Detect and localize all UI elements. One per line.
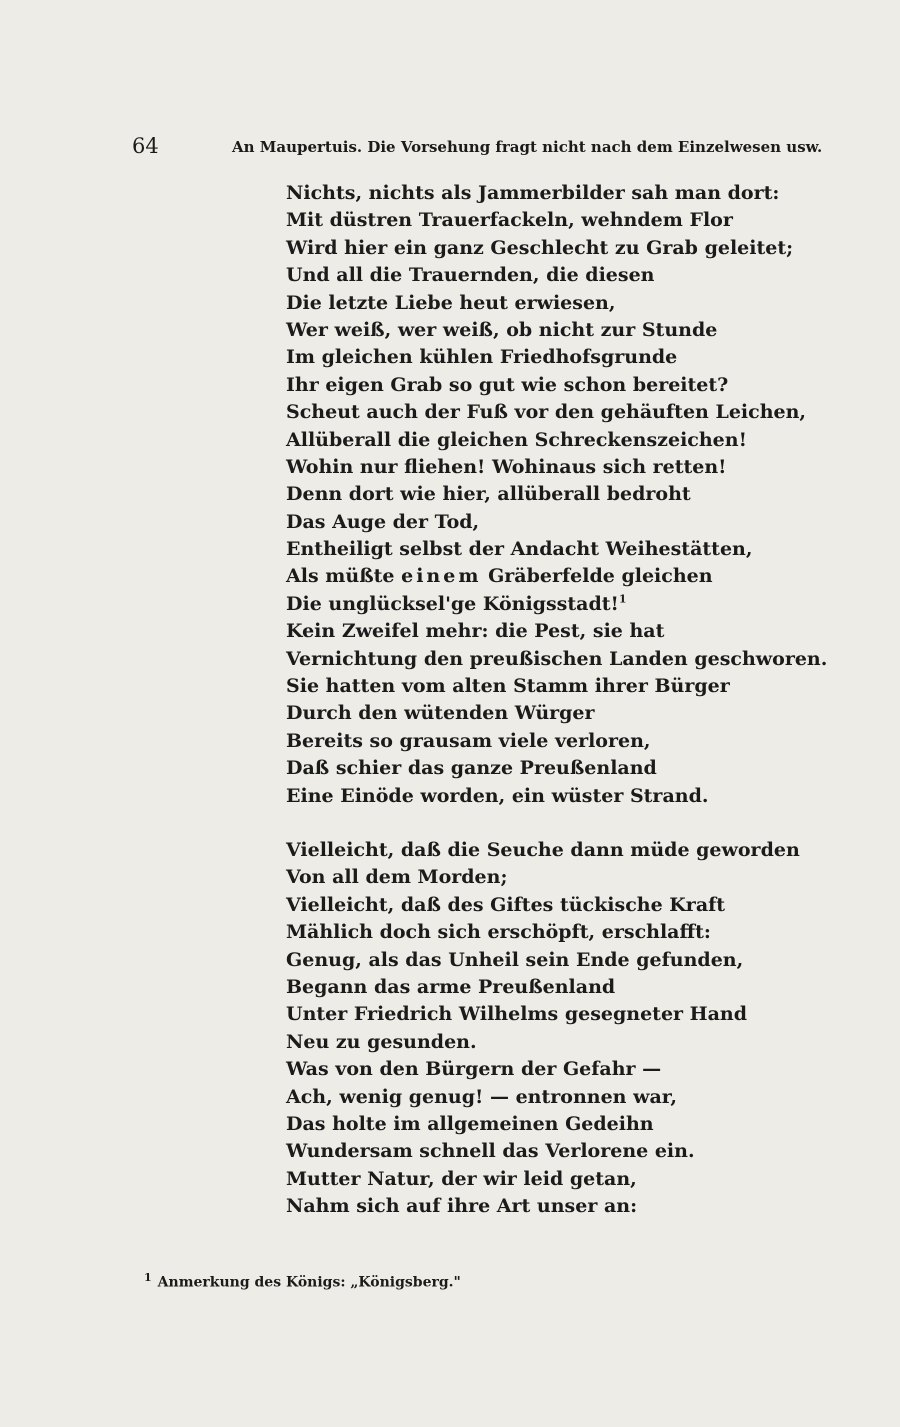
page-number: 64: [132, 134, 159, 158]
poem-text: [286, 180, 828, 1220]
verse-line: Vielleicht, daß des Giftes tückische Kraft: [286, 893, 726, 916]
verse-line: Mit düstren Trauerfackeln, wehndem Flor: [286, 209, 733, 232]
verse-line: Durch den wütenden Würger: [286, 702, 595, 725]
verse-line: Genug, als das Unheil sein Ende gefunden,: [286, 948, 744, 971]
verse-line: Ihr eigen Grab so gut wie schon bereitet?: [286, 373, 729, 396]
emphasized-word: einem: [401, 565, 482, 588]
footnote: [144, 1268, 461, 1293]
verse-line: Die letzte Liebe heut erwiesen,: [286, 291, 616, 314]
verse-line: Das Auge der Tod,: [286, 510, 480, 533]
page-header: [132, 134, 823, 158]
verse-line: Scheut auch der Fuß vor den gehäuften Leichen,: [286, 401, 807, 424]
verse-line: Daß schier das ganze Preußenland: [286, 757, 657, 780]
verse-line: Wer weiß, wer weiß, ob nicht zur Stunde: [286, 318, 718, 341]
verse-line: Nahm sich auf ihre Art unser an:: [286, 1195, 638, 1218]
verse-line-spaced: [286, 563, 713, 590]
verse-line: Nichts, nichts als Jammerbilder sah man dort:: [286, 182, 780, 204]
verse-line: Begann das arme Preußenland: [286, 975, 616, 998]
verse-line: Was von den Bürgern der Gefahr —: [286, 1058, 662, 1081]
verse-line: Kein Zweifel mehr: die Pest, sie hat: [286, 620, 665, 643]
verse-line: Wird hier ein ganz Geschlecht zu Grab geleitet;: [286, 236, 794, 259]
verse-line: Mutter Natur, der wir leid getan,: [286, 1167, 637, 1190]
verse-line: Das holte im allgemeinen Gedeihn: [286, 1112, 654, 1135]
verse-fragment: Als müßte: [286, 565, 395, 588]
verse-line: Eine Einöde worden, ein wüster Strand.: [286, 784, 709, 807]
verse-line: Wundersam schnell das Verlorene ein.: [286, 1140, 695, 1163]
stanza-break: [286, 810, 706, 837]
verse-line: Vielleicht, daß die Seuche dann müde geworden: [286, 838, 800, 861]
running-head: An Maupertuis. Die Vorsehung fragt nicht nach dem Einzelwesen usw.: [232, 138, 823, 156]
verse-line: Ach, wenig genug! — entronnen war,: [286, 1085, 678, 1108]
verse-line: Neu zu gesunden.: [286, 1030, 477, 1053]
verse-line: Denn dort wie hier, allüberall bedroht: [286, 483, 691, 506]
verse-line: Unter Friedrich Wilhelms gesegneter Hand: [286, 1003, 748, 1026]
verse-line: Bereits so grausam viele verloren,: [286, 729, 651, 752]
footnote-reference: 1: [618, 592, 627, 606]
verse-line-with-footnote: [286, 591, 706, 618]
footnote-mark: 1: [144, 1271, 152, 1284]
verse-line: Wohin nur fliehen! Wohinaus sich retten!: [286, 455, 727, 478]
verse-line: Sie hatten vom alten Stamm ihrer Bürger: [286, 675, 730, 698]
verse-line: Vernichtung den preußischen Landen geschworen.: [286, 647, 828, 670]
footnote-text: Anmerkung des Königs: „Königsberg.": [157, 1274, 461, 1291]
verse-line: Und all die Trauernden, die diesen: [286, 264, 655, 287]
verse-line: Von all dem Morden;: [286, 866, 508, 889]
verse-line: Im gleichen kühlen Friedhofsgrunde: [286, 346, 678, 369]
verse-fragment: Gräberfelde gleichen: [488, 565, 713, 588]
verse-fragment: Die unglücksel'ge Königsstadt!: [286, 592, 619, 615]
verse-line: Mählich doch sich erschöpft, erschlafft:: [286, 921, 711, 944]
verse-line: Entheiligt selbst der Andacht Weihestätten,: [286, 538, 753, 561]
verse-line: Allüberall die gleichen Schreckenszeichen!: [286, 428, 747, 451]
